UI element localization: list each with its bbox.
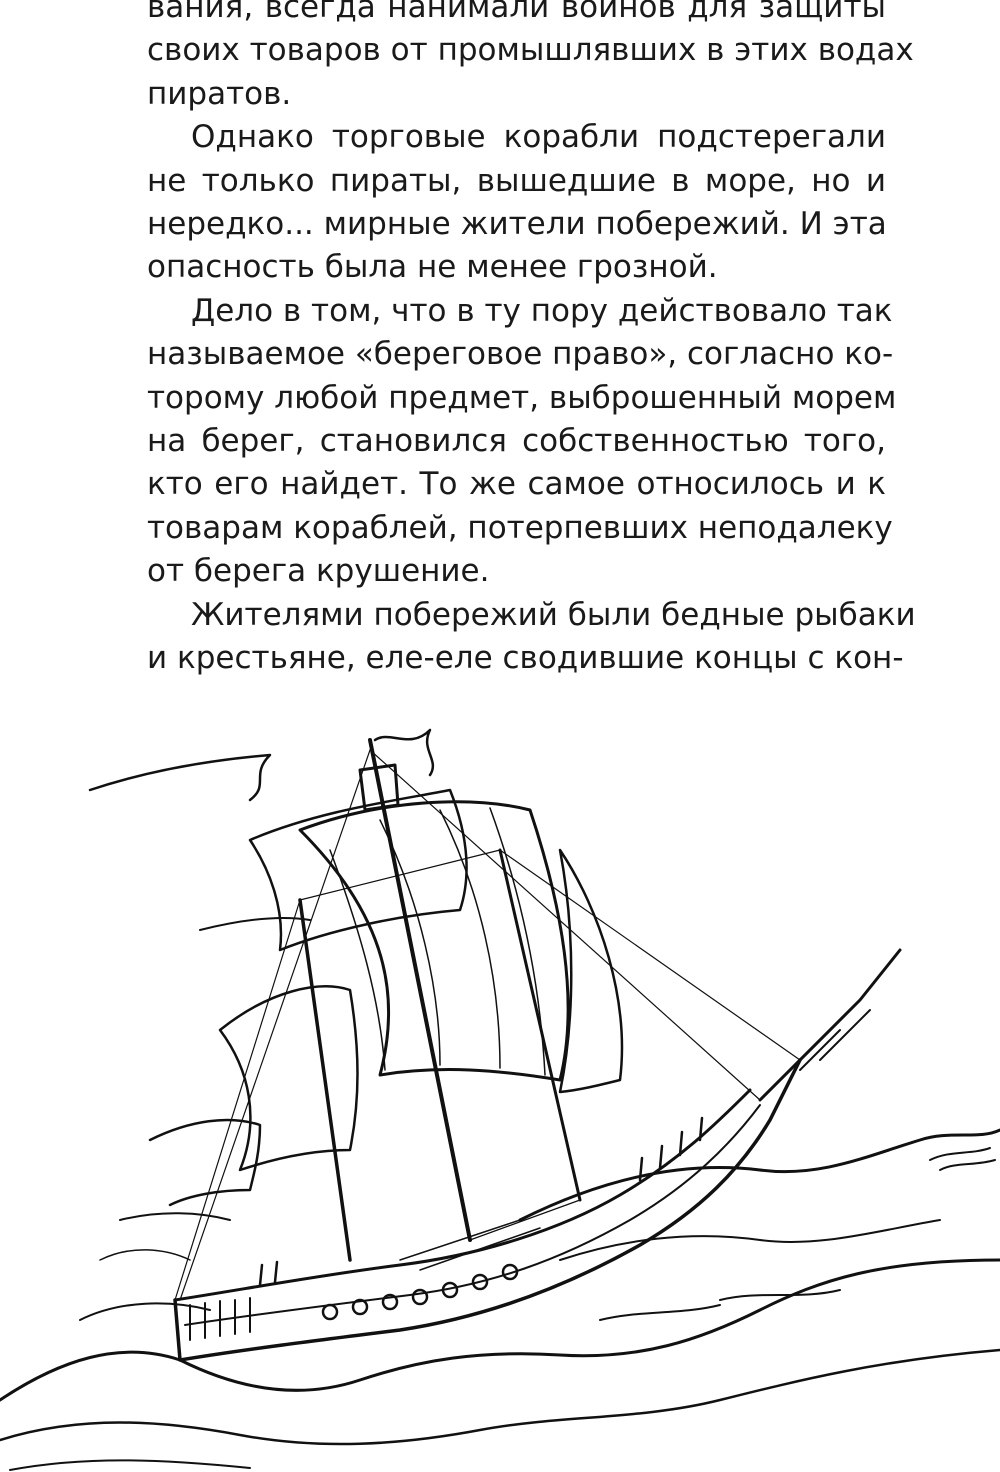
text-line: пиратов. <box>147 75 292 112</box>
paragraph-4 <box>147 594 916 681</box>
paragraph-3 <box>147 290 897 594</box>
text-line: на берег, становился собственностью того, <box>147 423 886 460</box>
text-line: вания, всегда нанимали воинов для защиты <box>147 0 886 25</box>
text-line: от берега крушение. <box>147 553 490 590</box>
text-line: не только пираты, вышедшие в море, но и <box>147 162 886 199</box>
paragraph-2 <box>147 116 886 290</box>
text-line: своих товаров от промышлявших в этих водах <box>147 32 914 69</box>
text-line: называемое «береговое право», согласно ко- <box>147 336 894 373</box>
paragraph-1 <box>147 0 914 116</box>
body-text <box>147 0 916 681</box>
text-line: опасность была не менее грозной. <box>147 249 718 286</box>
text-line: и крестьяне, еле-еле сводившие концы с кон- <box>147 640 904 677</box>
text-line: Дело в том, что в ту пору действовало так <box>191 292 893 329</box>
text-line: кто его найдет. То же самое относилось и к <box>147 466 886 503</box>
text-line: Однако торговые корабли подстерегали <box>191 119 886 156</box>
sailing-ship-in-storm-icon <box>0 700 1000 1472</box>
text-line: Жителями побережий были бедные рыбаки <box>191 596 916 633</box>
text-line: нередко... мирные жители побережий. И эта <box>147 206 887 243</box>
ship-illustration <box>0 700 1000 1472</box>
text-line: товарам кораблей, потерпевших неподалеку <box>147 509 893 546</box>
text-line: торому любой предмет, выброшенный морем <box>147 379 897 416</box>
